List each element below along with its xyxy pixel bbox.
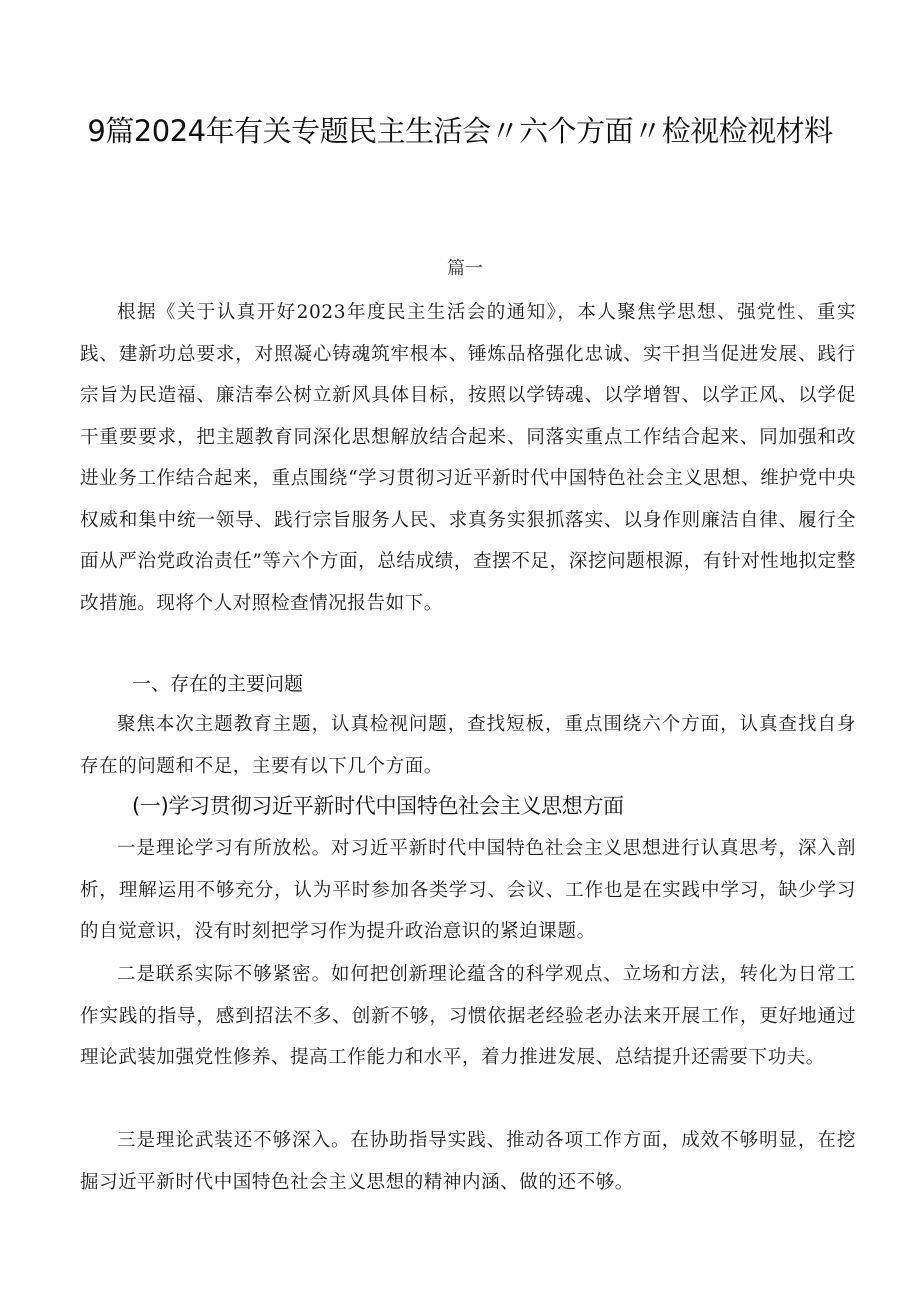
heading-main-problems: 一、存在的主要问题 bbox=[132, 673, 304, 695]
document-title: 9篇2024年有关专题民主生活会〃六个方面〃检视检视材料 bbox=[87, 114, 833, 148]
section-label: 篇一 bbox=[447, 258, 483, 279]
heading-study-thought: (一)学习贯彻习近平新时代中国特色社会主义思想方面 bbox=[132, 794, 624, 818]
paragraph-point-three: 三是理论武装还不够深入。在协助指导实践、推动各项工作方面，成效不够明显，在挖掘习近平新时代中国特色社会主义思想的精神内涵、做的还不够。 bbox=[80, 1130, 856, 1193]
paragraph-point-one: 一是理论学习有所放松。对习近平新时代中国特色社会主义思想进行认真思考，深入剖析，理解运用不够充分，认为平时参加各类学习、会议、工作也是在实践中学习，缺少学习的自觉意识，没有时刻把学习作为提升政治意识的紧迫课题。 bbox=[80, 838, 856, 942]
paragraph-focus: 聚焦本次主题教育主题，认真检视问题，查找短板，重点围绕六个方面，认真查找自身存在的问题和不足，主要有以下几个方面。 bbox=[80, 714, 856, 777]
paragraph-point-two: 二是联系实际不够紧密。如何把创新理论蕴含的科学观点、立场和方法，转化为日常工作实践的指导，感到招法不多、创新不够，习惯依据老经验老办法来开展工作，更好地通过理论武装加强党性修养、提高工作能力和水平，着力推进发展、总结提升还需要下功夫。 bbox=[80, 964, 856, 1068]
paragraph-intro: 根据《关于认真开好2023年度民主生活会的通知》，本人聚焦学思想、强党性、重实践、建新功总要求，对照凝心铸魂筑牢根本、锤炼品格强化忠诚、实干担当促进发展、践行宗旨为民造福、廉洁奉公树立新风具体目标，按照以学铸魂、以学增智、以学正风、以学促干重要要求，把主题教育同深化思想解放结合起来、同落实重点工作结合起来、同加强和改进业务工作结合起来，重点围绕“学习贯彻习近平新时代中国特色社会主义思想、维护党中央权威和集中统一领导、践行宗旨服务人民、求真务实狠抓落实、以身作则廉洁自律、履行全面从严治党政治责任”等六个方面，总结成绩，查摆不足，深挖问题根源，有针对性地拟定整改措施。现将个人对照检查情况报告如下。 bbox=[80, 302, 856, 614]
